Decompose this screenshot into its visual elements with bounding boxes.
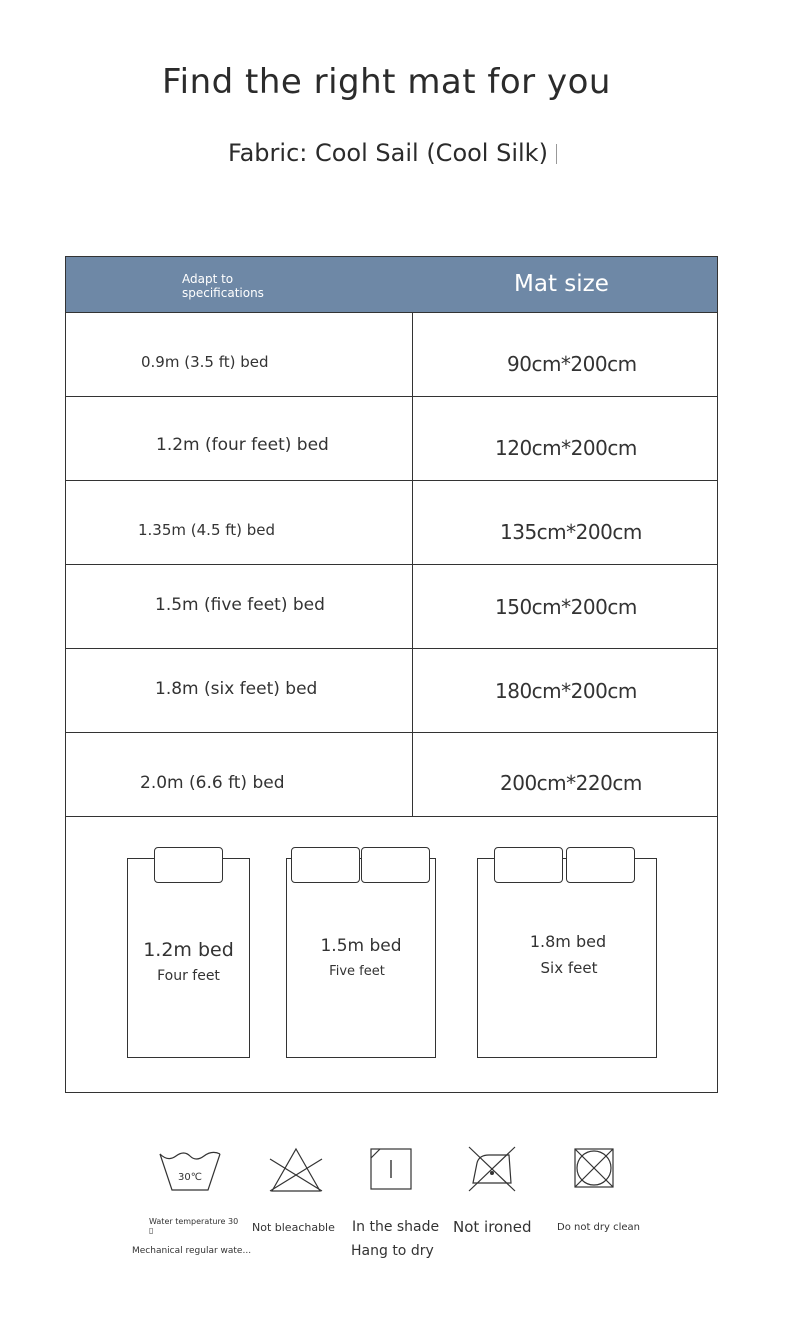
wash-temp: 30℃	[178, 1172, 202, 1183]
bed-cell: 1.35m (4.5 ft) bed	[138, 521, 276, 539]
size-cell: 180cm*200cm	[495, 679, 637, 703]
table-row	[66, 565, 717, 649]
wash-label	[149, 1217, 238, 1235]
bed-diagram-1-5m	[286, 858, 436, 1058]
table-row	[66, 733, 717, 817]
header-mat-size: Mat size	[514, 271, 609, 297]
tick-mark	[556, 144, 557, 164]
fabric-text: Fabric: Cool Sail (Cool Silk)	[228, 139, 548, 167]
bed-diagram-1-2m	[127, 858, 250, 1058]
column-divider	[412, 397, 413, 480]
fabric-subtitle	[228, 139, 557, 167]
size-cell: 90cm*200cm	[507, 352, 637, 376]
page-title: Find the right mat for you	[162, 62, 611, 102]
size-table	[65, 256, 718, 1093]
bed-diagram-sub: Six feet	[540, 959, 598, 977]
no-dry-clean-icon	[574, 1148, 616, 1190]
table-row	[66, 649, 717, 733]
no-dry-clean-label: Do not dry clean	[557, 1222, 641, 1233]
size-cell: 150cm*200cm	[495, 595, 637, 619]
wash-label-line1b: ▯	[149, 1226, 154, 1235]
bed-diagram-1-8m	[477, 858, 657, 1058]
column-divider	[412, 733, 413, 816]
bed-cell: 2.0m (6.6 ft) bed	[140, 773, 285, 793]
bed-diagram-sub: Four feet	[157, 968, 220, 984]
column-divider	[412, 565, 413, 648]
size-cell: 200cm*220cm	[500, 771, 642, 795]
bed-cell: 1.5m (five feet) bed	[155, 595, 325, 615]
column-divider	[412, 313, 413, 396]
bed-diagram-title: 1.8m bed	[529, 932, 607, 951]
wash-label-line1: Water temperature 30	[149, 1217, 239, 1226]
table-row	[66, 313, 717, 397]
size-cell: 135cm*200cm	[500, 520, 642, 544]
no-iron-label: Not ironed	[453, 1218, 532, 1236]
table-row	[66, 397, 717, 481]
shade-label-line2: Hang to dry	[351, 1243, 434, 1259]
no-iron-icon	[467, 1145, 517, 1193]
pillow-icon	[291, 847, 360, 883]
pillow-icon	[154, 847, 223, 883]
size-cell: 120cm*200cm	[495, 436, 637, 460]
column-divider	[412, 649, 413, 732]
bed-cell: 1.2m (four feet) bed	[156, 435, 329, 455]
pillow-icon	[566, 847, 635, 883]
header-specifications: Adapt to specifications	[182, 272, 264, 300]
bed-diagram-sub: Five feet	[329, 964, 385, 979]
table-row	[66, 481, 717, 565]
bed-diagram-title: 1.2m bed	[143, 939, 234, 961]
bed-cell: 1.8m (six feet) bed	[155, 679, 318, 699]
shade-dry-icon	[370, 1148, 414, 1192]
wash-label-line2: Mechanical regular wate...	[132, 1246, 252, 1256]
table-header	[66, 257, 717, 313]
pillow-icon	[494, 847, 563, 883]
shade-label-line1: In the shade	[352, 1219, 440, 1235]
wash-30-icon	[158, 1150, 222, 1194]
bed-diagram-title: 1.5m bed	[320, 936, 402, 956]
pillow-icon	[361, 847, 430, 883]
column-divider	[412, 481, 413, 564]
no-bleach-icon	[268, 1145, 324, 1195]
no-bleach-label: Not bleachable	[252, 1221, 335, 1234]
bed-cell: 0.9m (3.5 ft) bed	[141, 353, 269, 371]
